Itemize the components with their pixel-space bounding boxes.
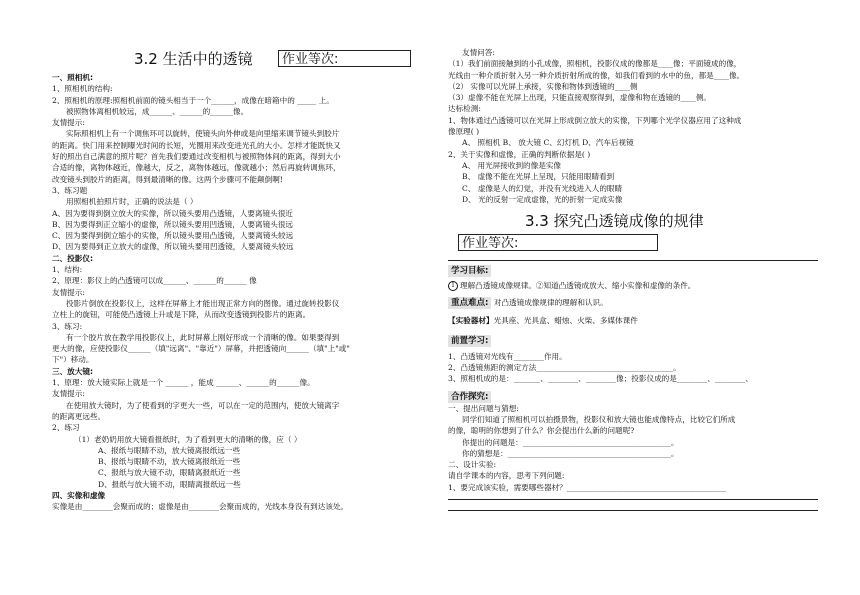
left-text-line: 3、练习:: [52, 321, 83, 331]
left-text-line: 2、照相机的原理:照相机前面的镜头相当于一个______，成像在暗箱中的 _____ 上。: [52, 95, 334, 105]
right-text-line: 1、物体通过凸透镜可以在光屏上形成倒立放大的实像，下列哪个光学仪器应用了这种成: [448, 115, 742, 125]
pre-heading: [448, 335, 818, 347]
coop-label: 合作探究:: [448, 391, 491, 403]
goal-line: [448, 280, 818, 291]
right-text-line: 像原理( ): [448, 127, 480, 137]
left-text-line: B、报纸与眼睛不动，放大镜离报纸近一些: [98, 457, 241, 467]
left-text-line: 友情提示:: [52, 118, 85, 128]
right-top-body: [448, 47, 818, 205]
left-text-line: 在使用放大镜时，为了使看到的字更大一些，可以在一定的范围内，使放大镜离字: [66, 400, 340, 410]
right-text-line: 2、关于实像和虚像，正确的判断依据是( ): [448, 149, 591, 159]
key-line: [448, 297, 818, 309]
left-text-line: D、因为要得到正立放大的虚像，所以镜头要用凹透镜，人要离镜头较远: [52, 242, 294, 252]
circled-one-icon: 1: [448, 281, 458, 291]
coop-text-line: 请自学课本的内容，思考下列问题:: [448, 471, 565, 481]
left-text-line: 友情提示:: [52, 287, 85, 297]
left-text-line: 1、结构:: [52, 265, 83, 275]
right-grade-row: [448, 232, 818, 254]
key-label: 重点难点:: [448, 297, 491, 309]
left-column: [52, 0, 422, 513]
pre-text-line: 1、凸透镜对光线有________作用。: [448, 351, 567, 361]
left-text-line: A、报纸与眼睛不动，放大镜离报纸远一些: [98, 445, 241, 455]
coop-text-line: 你提出的问题是：_______________________________________。: [462, 437, 679, 447]
left-text-line: C、因为要得到倒立缩小的实像，所以镜头要用凸透镜，人要离镜头较远: [52, 231, 294, 241]
left-text-line: D、报纸与放大镜不动，眼睛离报纸远一些: [98, 479, 241, 489]
right-text-line: A、 用光屏接收到的像是实像: [462, 160, 562, 170]
right-text-line: A、 照相机 B、 放大镜 C、幻灯机 D、汽车后视镜: [462, 138, 634, 148]
section-title: 3.3 探究凸透镜成像的规律: [525, 212, 704, 231]
coop-text-line: 你的猜想是：___________________________________________。: [462, 448, 679, 458]
coop-text-line: 一、提出问题与猜想:: [448, 403, 519, 413]
left-title-row: [52, 46, 422, 72]
left-text-line: 投影片倒放在投影仪上，这样在屏幕上才能出现正常方向的图像。通过旋转投影仪: [66, 298, 340, 308]
left-text-line: A、因为要得到倒立放大的实像，所以镜头要用凸透镜，人要离镜头很近: [52, 208, 293, 218]
left-text-line: 友情提示:: [52, 389, 85, 399]
answer-line-1[interactable]: [448, 499, 818, 500]
right-text-line: D、 光的反射一定成虚像，光的折射一定成实像: [462, 194, 623, 204]
right-text-line: 光线由一种介质折射入另一种介质折射所成的像，如我们看到的水中的鱼，都是____像。: [448, 70, 745, 80]
left-text-line: 1、照相机的结构:: [52, 84, 113, 94]
answer-line-2[interactable]: [448, 510, 818, 511]
left-text-line: 二、投影仪:: [52, 253, 94, 263]
grade-label: 作业等次:: [282, 52, 339, 67]
pre-label: 前置学习:: [448, 335, 491, 347]
coop-text-line: 1、要完成该实验，需要哪些器材？__________________________________________: [448, 482, 727, 492]
coop-heading: [448, 391, 818, 403]
coop-text-line: 的像，聪明的你想到了什么？你会提出什么新的问题呢?: [448, 426, 635, 436]
left-text-line: 四、实像和虚像: [52, 490, 106, 500]
right-text-line: B、 虚像不能在光屏上呈现，只能用眼睛看到: [462, 172, 615, 182]
right-column: [448, 0, 818, 513]
left-text-line: 1、原理：放大镜实际上就是一个 ______ ，能成 ______、______的______像。: [52, 378, 315, 388]
divider: [448, 260, 818, 261]
right-text-line: （2） 实像可以光屏上承接，实像和物体到透镜的____侧: [448, 81, 638, 91]
right-text-line: C、 虚像是人的幻觉，并没有光线进入人的眼睛: [462, 183, 623, 193]
left-text-line: 有一个胶片放在教学用投影仪上，此时屏幕上刚好形成一个清晰的像。如果要得到: [66, 332, 340, 342]
right-text-line: （1）我们前面接触到的小孔成像，照相机，投影仪成的像都是____像；平面镜成的像，: [448, 59, 742, 69]
left-body: [52, 72, 422, 513]
left-text-line: 改变镜头到胶片的距离，得到最清晰的像。这两个步骤可不能颠倒啊!: [52, 174, 283, 184]
grade-box-2[interactable]: [458, 234, 658, 251]
left-text-line: 的距离。快门用来控制曝光时间的长短，光圈用来改变进光孔的大小。怎样才能既快又: [52, 140, 341, 150]
left-text-line: 立柱上的旋钮，可能使凸透镜上升或是下降，从而改变透镜到投影片的距离。: [52, 310, 311, 320]
pre-body: [448, 351, 818, 385]
right-text-line: 达标检测:: [448, 104, 481, 114]
grade-box[interactable]: [278, 50, 411, 67]
left-text-line: 一、照相机:: [52, 73, 94, 82]
pre-text-line: 3、照相机成的是：_______、________、________像；投影仪成的是________、________、: [448, 374, 753, 384]
goal-label: 学习目标:: [448, 265, 491, 277]
pre-text-line: 2、凸透镜焦距的测定方法____________________________________。: [448, 363, 681, 373]
left-text-line: 2、原理：影仪上的凸透镜可以成______、______的______ 像: [52, 276, 257, 286]
goal-text: 理解凸透镜成像规律。②知道凸透镜成放大、缩小实像和虚像的条件。: [460, 281, 696, 291]
coop-text-line: 同学们知道了照相机可以拍摄景物，投影仪和放大镜也能成像特点，比较它们所成: [462, 414, 736, 424]
left-text-line: 好的照出自己满意的照片呢？首先我们要通过改变相机与被照物体间的距离，得到大小: [52, 152, 341, 162]
equip-label: 【实验器材】: [448, 316, 494, 326]
left-text-line: 被照物体离相机较远，成______、______的______像。: [66, 106, 249, 116]
goal-heading: [448, 265, 818, 277]
left-text-line: 合适的像，离物体越近，像越大，反之，离物体越远，像就越小；然后再旋转调焦环，: [52, 163, 341, 173]
left-text-line: （1）老奶奶用放大镜看报纸时，为了看到更大的清晰的像，应（ ）: [74, 434, 302, 444]
left-text-line: C、报纸与放大镜不动，眼睛离报纸近一些: [98, 468, 241, 478]
left-text-line: 用照相机拍照片时，正确的说法是（ ）: [66, 197, 198, 207]
equip-line: [448, 315, 818, 326]
left-text-line: 更大的像，应使投影仪______（填"远离"、"靠近"）屏幕，并把透镜向______（填"上"或": [52, 344, 350, 354]
left-text-line: 3、练习题: [52, 185, 88, 195]
left-text-line: 实际照相机上有一个调焦环可以旋转，使镜头向外伸或是向里缩来调节镜头到胶片: [66, 129, 340, 139]
left-text-line: 下"）移动。: [52, 355, 94, 365]
right-text-line: 友情问答:: [462, 48, 495, 57]
right-text-line: （3）虚像不能在光屏上出现，只能直接观察得到，虚像和物在透镜的____侧。: [448, 93, 712, 103]
page-title: 3.2 生活中的透镜: [134, 50, 253, 68]
key-text: 对凸透镜成像规律的理解和认识。: [493, 298, 608, 308]
grade-label-2: 作业等次:: [462, 236, 519, 252]
left-text-line: 的距离更远些。: [52, 411, 106, 421]
equip-text: 光具座、光具盒、蜡烛、火柴、多媒体课件: [493, 316, 638, 326]
coop-text-line: 二、设计实验:: [448, 460, 497, 470]
left-text-line: 三、放大镜:: [52, 366, 94, 376]
right-title-row: [448, 208, 818, 232]
coop-body: [448, 403, 818, 493]
left-text-line: B、因为要得到正立缩小的虚像，所以镜头要用凹透镜，人要离镜头很远: [52, 219, 293, 229]
left-text-line: 实像是由________会聚而成的；虚像是由________会聚而成的，光线本身没有到达该处。: [52, 502, 349, 512]
left-text-line: 2、练习: [52, 423, 80, 433]
